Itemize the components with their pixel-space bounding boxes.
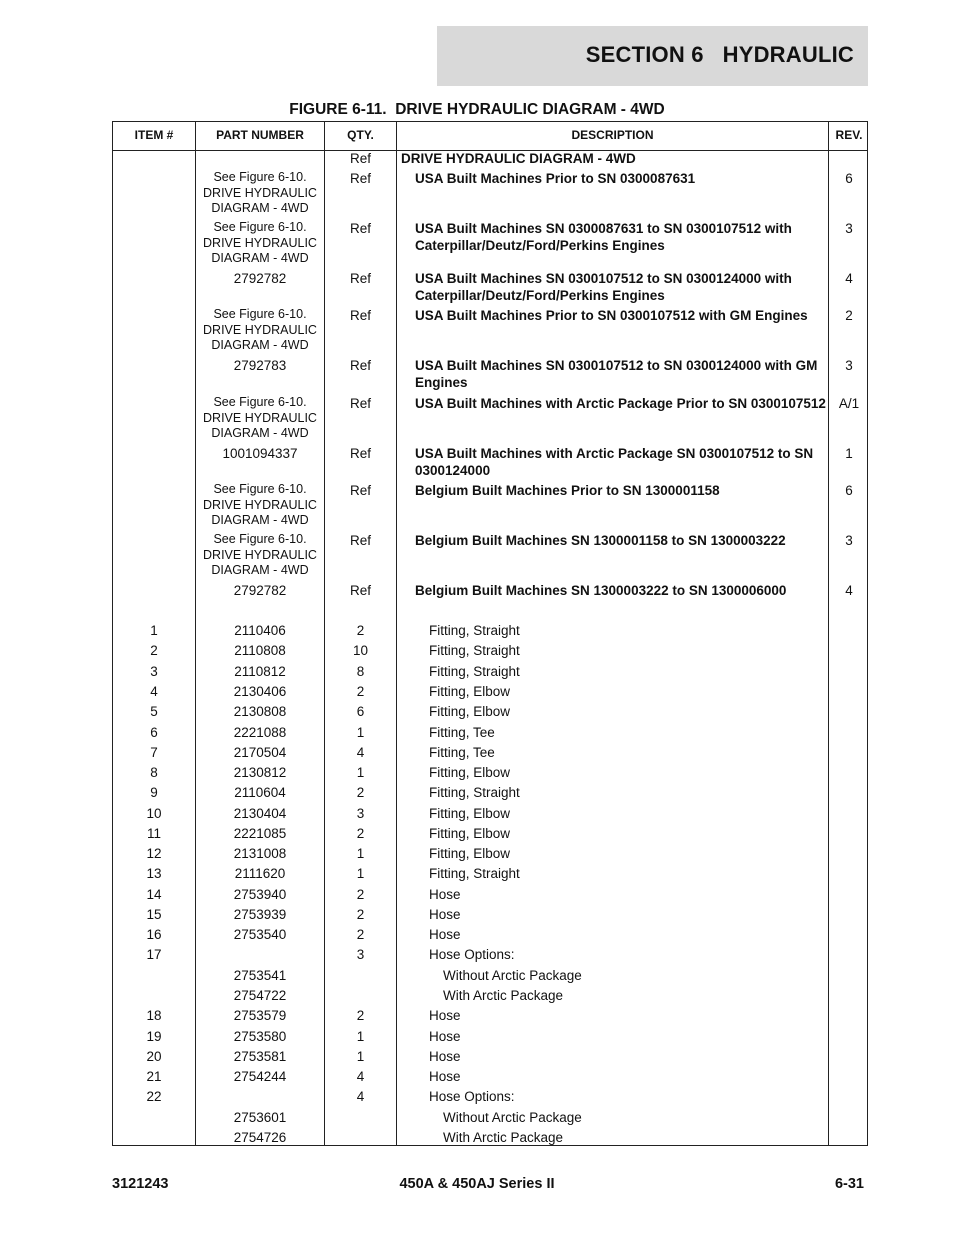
quantity: 2 [356,887,365,902]
quantity: 4 [356,745,365,760]
quantity: 1 [356,725,365,740]
column-divider [396,122,397,1145]
description: Belgium Built Machines Prior to SN 1300001158 [415,483,720,498]
parts-table [112,121,868,1146]
description: Hose [429,887,461,902]
description: Fitting, Straight [429,866,520,881]
header-description: DESCRIPTION [571,128,654,142]
quantity: 4 [356,1069,365,1084]
quantity: 2 [356,826,365,841]
item-number: 12 [146,846,162,861]
description: USA Built Machines with Arctic Package Prior to SN 0300107512 [415,396,826,411]
revision: 2 [845,308,853,323]
description: Hose Options: [429,947,515,962]
description: Fitting, Tee [429,725,495,740]
quantity: Ref [349,358,371,373]
description: Fitting, Elbow [429,806,511,821]
part-number: 2754244 [233,1069,287,1084]
revision: 3 [845,221,853,236]
item-number: 9 [150,785,158,800]
item-number: 5 [150,704,158,719]
revision: 3 [845,533,853,548]
part-number: See Figure 6-10. DRIVE HYDRAULIC DIAGRAM - 4WD [203,220,317,265]
part-number: See Figure 6-10. DRIVE HYDRAULIC DIAGRAM - 4WD [203,170,317,215]
quantity: 1 [356,846,365,861]
description: USA Built Machines SN 0300087631 to SN 0300107512 with Caterpillar/Deutz/Ford/Perkins Engines [415,221,792,253]
figure-title: FIGURE 6-11. DRIVE HYDRAULIC DIAGRAM - 4WD [289,101,665,118]
part-number: 2753540 [233,927,287,942]
description: Hose [429,1049,461,1064]
item-number: 19 [146,1029,162,1044]
description: Fitting, Elbow [429,765,511,780]
description: Fitting, Tee [429,745,495,760]
revision: 6 [845,171,853,186]
item-number: 4 [150,684,158,699]
part-number: 2753601 [233,1110,287,1125]
revision: 1 [845,446,853,461]
header-part-number: PART NUMBER [216,128,304,142]
part-number: 2753939 [233,907,287,922]
item-number: 2 [150,643,158,658]
quantity: 2 [356,907,365,922]
description: Fitting, Straight [429,623,520,638]
quantity: Ref [349,533,371,548]
quantity: Ref [349,396,371,411]
part-number: 2110406 [234,623,286,638]
part-number: 2753940 [233,887,287,902]
quantity: 1 [356,1049,365,1064]
part-number: 2753541 [233,968,287,983]
description: With Arctic Package [443,1130,564,1145]
quantity: 2 [356,785,365,800]
part-number: 2221085 [233,826,287,841]
quantity: 2 [356,684,365,699]
description: Without Arctic Package [443,1110,582,1125]
quantity: Ref [349,483,371,498]
description: Hose [429,927,461,942]
part-number: 1001094337 [222,446,298,461]
revision: 6 [845,483,853,498]
item-number: 3 [150,664,158,679]
part-number: See Figure 6-10. DRIVE HYDRAULIC DIAGRAM - 4WD [203,532,317,577]
item-number: 14 [146,887,162,902]
revision: 4 [845,271,853,286]
description: Fitting, Elbow [429,684,511,699]
item-number: 6 [150,725,158,740]
quantity: Ref [349,271,371,286]
item-number: 13 [146,866,162,881]
part-number: See Figure 6-10. DRIVE HYDRAULIC DIAGRAM - 4WD [203,307,317,352]
part-number: 2110812 [234,664,286,679]
description: Hose [429,1029,461,1044]
quantity: 2 [356,623,365,638]
quantity: Ref [349,446,371,461]
quantity: 1 [356,1029,365,1044]
part-number: 2753581 [233,1049,287,1064]
item-number: 10 [146,806,162,821]
header-rev: REV. [835,128,863,142]
item-number: 17 [146,947,162,962]
description: USA Built Machines with Arctic Package SN 0300107512 to SN 0300124000 [415,446,814,478]
quantity: 1 [356,765,365,780]
quantity: Ref [349,583,371,598]
part-number: 2130406 [233,684,287,699]
item-number: 21 [146,1069,162,1084]
description: Without Arctic Package [443,968,582,983]
part-number: 2792783 [233,358,287,373]
part-number: 2110604 [234,785,286,800]
item-number: 16 [146,927,162,942]
quantity: 2 [356,927,365,942]
description: Hose [429,1008,461,1023]
part-number: 2110808 [234,643,286,658]
item-number: 15 [146,907,162,922]
revision: A/1 [838,396,860,411]
description: With Arctic Package [443,988,564,1003]
quantity: Ref [349,308,371,323]
part-number: 2170504 [233,745,287,760]
description: USA Built Machines SN 0300107512 to SN 0300124000 with Caterpillar/Deutz/Ford/Perkins Engines [415,271,792,303]
item-number: 7 [150,745,158,760]
description: USA Built Machines SN 0300107512 to SN 0300124000 with GM Engines [415,358,818,390]
part-number: 2111620 [234,866,286,881]
quantity: 4 [356,1089,365,1104]
part-number: 2130808 [233,704,287,719]
header-qty: QTY. [347,128,374,142]
quantity: 1 [356,866,365,881]
part-number: 2130404 [233,806,287,821]
description: Fitting, Straight [429,785,520,800]
part-number: 2754722 [233,988,287,1003]
description: Belgium Built Machines SN 1300003222 to SN 1300006000 [415,583,787,598]
description: Hose Options: [429,1089,515,1104]
quantity: 2 [356,1008,365,1023]
part-number: 2753580 [233,1029,287,1044]
revision: 4 [845,583,853,598]
description: USA Built Machines Prior to SN 0300087631 [415,171,696,186]
description: Belgium Built Machines SN 1300001158 to SN 1300003222 [415,533,786,548]
quantity: Ref [349,171,371,186]
quantity: 3 [356,947,365,962]
part-number: 2792782 [233,583,287,598]
header-item: ITEM # [134,128,174,142]
item-number: 11 [146,826,161,841]
item-number: 20 [146,1049,162,1064]
part-number: 2753579 [233,1008,287,1023]
part-number: 2130812 [233,765,287,780]
section-banner [437,26,868,86]
item-number: 8 [150,765,158,780]
part-number: 2754726 [233,1130,287,1145]
description: Fitting, Elbow [429,826,511,841]
description: Fitting, Elbow [429,704,511,719]
part-number: 2221088 [233,725,287,740]
quantity: 10 [352,643,369,658]
doc-number: 3121243 [112,1176,169,1192]
quantity: Ref [349,151,371,166]
quantity: Ref [349,221,371,236]
model-name: 450A & 450AJ Series II [399,1176,555,1192]
revision: 3 [845,358,853,373]
item-number: 18 [146,1008,162,1023]
description: Hose [429,907,461,922]
description: Fitting, Straight [429,664,520,679]
quantity: 6 [356,704,365,719]
description: Fitting, Straight [429,643,520,658]
description: USA Built Machines Prior to SN 0300107512 with GM Engines [415,308,808,323]
item-number: 1 [150,623,158,638]
description: Hose [429,1069,461,1084]
part-number: See Figure 6-10. DRIVE HYDRAULIC DIAGRAM - 4WD [203,395,317,440]
section-title: SECTION 6 HYDRAULIC [585,42,854,67]
part-number: See Figure 6-10. DRIVE HYDRAULIC DIAGRAM - 4WD [203,482,317,527]
quantity: 3 [356,806,365,821]
part-number: 2131008 [233,846,287,861]
description: Fitting, Elbow [429,846,511,861]
page-number: 6-31 [834,1176,864,1192]
item-number: 22 [146,1089,162,1104]
description: DRIVE HYDRAULIC DIAGRAM - 4WD [401,151,636,166]
quantity: 8 [356,664,365,679]
part-number: 2792782 [233,271,287,286]
